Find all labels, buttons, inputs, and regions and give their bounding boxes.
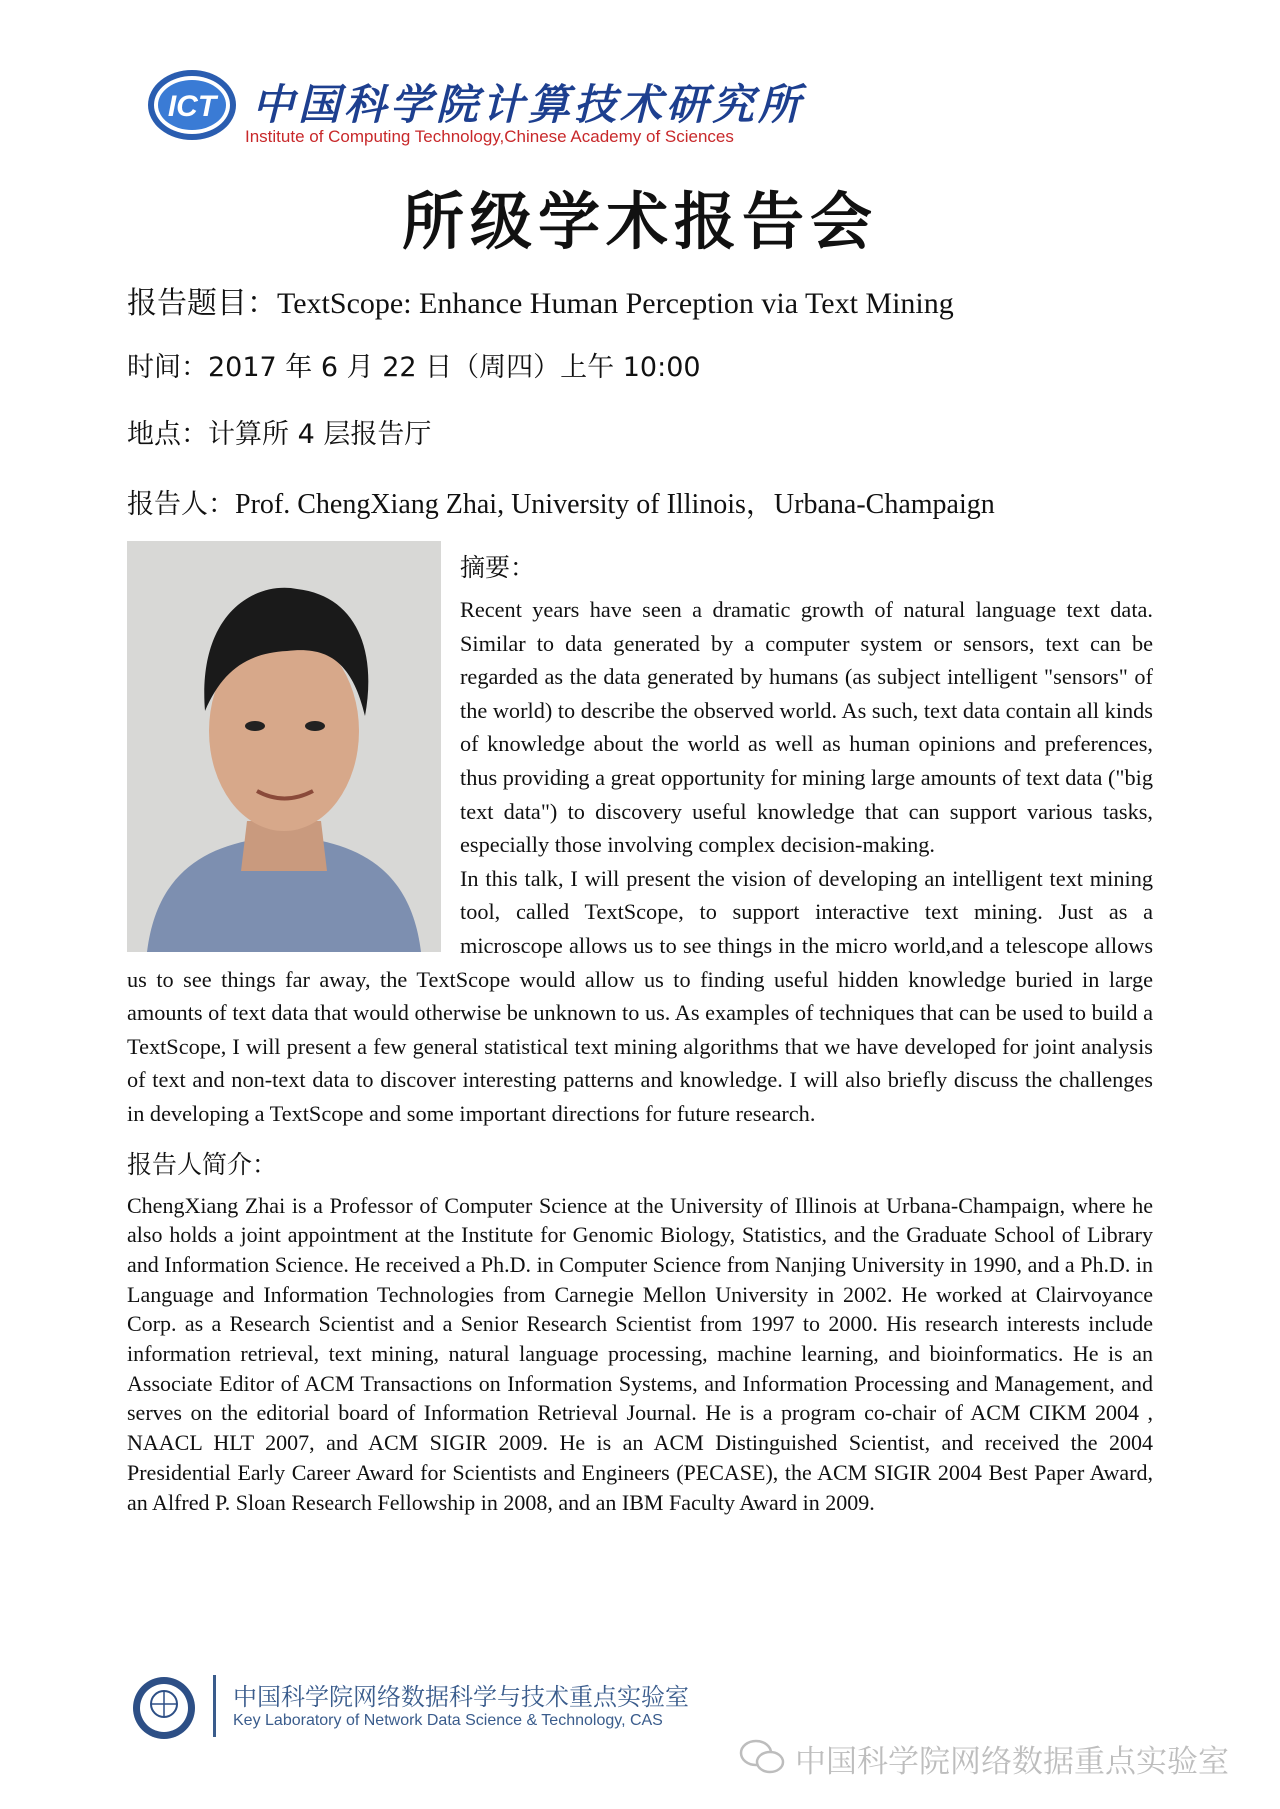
topic-value: TextScope: Enhance Human Perception via Text Mining	[277, 287, 954, 320]
abstract-heading: 摘要：	[460, 553, 536, 582]
topic-line	[127, 278, 954, 322]
place-label: 地点：	[127, 419, 208, 450]
lab-name-en: Key Laboratory of Network Data Science & Technology, CAS	[233, 1712, 663, 1729]
time-value: 2017 年 6 月 22 日（周四）上午 10:00	[208, 352, 701, 383]
divider	[213, 1675, 216, 1737]
abstract-paragraph-1: Recent years have seen a dramatic growth of natural language text data. Similar to data generated by a computer system or sensors, text can be regarded as the data generated by humans (as subject intelligent "sensors" of the world) to describe the observed world. As such, text data contain all kinds of knowledge about the world as well as human opinions and preferences, thus providing a great opportunity for mining large amounts of text data ("big text data") to discovery useful knowledge that can support various tasks, especially those involving complex decision-making.	[460, 597, 1153, 858]
speaker-label: 报告人：	[127, 489, 235, 520]
bio-text: ChengXiang Zhai is a Professor of Computer Science at the University of Illinois at Urbana-Champaign, where he also holds a joint appointment at the Institute for Genomic Biology, Statistics, and the Graduate School of Library and Information Science. He received a Ph.D. in Computer Science from Nanjing University in 1990, and a Ph.D. in Language and Information Technologies from Carnegie Mellon University in 2002. He worked at Clairvoyance Corp. as a Research Scientist and a Senior Research Scientist from 1997 to 2000. His research interests include information retrieval, text mining, natural language processing, machine learning, and bioinformatics. He is an Associate Editor of ACM Transactions on Information Systems, and Information Processing and Management, and serves on the editorial board of Information Retrieval Journal. He is a program co-chair of ACM CIKM 2004 , NAACL HLT 2007, and ACM SIGIR 2009. He is an ACM Distinguished Scientist, and received the 2004 Presidential Early Career Award for Scientists and Engineers (PECASE), the ACM SIGIR 2004 Best Paper Award, an Alfred P. Sloan Research Fellowship in 2008, and an IBM Faculty Award in 2009.	[127, 1192, 1153, 1515]
institute-name-cn: 中国科学院计算技术研究所	[252, 80, 805, 129]
topic-label: 报告题目：	[127, 286, 277, 321]
place-line	[127, 412, 431, 451]
lab-name-cn: 中国科学院网络数据科学与技术重点实验室	[233, 1683, 689, 1711]
bio-heading: 报告人简介：	[127, 1149, 278, 1179]
watermark-text: 中国科学院网络数据重点实验室	[795, 1744, 1229, 1780]
institute-name-en: Institute of Computing Technology,Chinese Academy of Sciences	[245, 127, 734, 146]
abstract-paragraph-2: In this talk, I will present the vision of developing an intelligent text mining tool, called TextScope, to support interactive text mining. Just as a microscope allows us to see things in the micro world,and a telescope allows us to see things far away, the TextScope would allow us to finding useful hidden knowledge buried in large amounts of text data that would otherwise be unknown to us. As examples of techniques that can be used to build a TextScope, I will present a few general statistical text mining algorithms that we have developed for joint analysis of text and non-text data to discover interesting patterns and knowledge. I will also briefly discuss the challenges in developing a TextScope and some important directions for future research.	[127, 865, 1153, 1126]
wechat-icon	[738, 1738, 788, 1776]
time-label: 时间：	[127, 352, 208, 383]
speaker-value: Prof. ChengXiang Zhai, University of Illinois，Urbana-Champaign	[235, 489, 995, 520]
svg-text:ICT: ICT	[167, 90, 217, 123]
time-line	[127, 345, 701, 384]
ict-logo	[146, 68, 238, 142]
place-value: 计算所 4 层报告厅	[208, 419, 432, 450]
speaker-photo	[127, 541, 441, 952]
lab-seal-logo	[132, 1676, 196, 1740]
page-title: 所级学术报告会	[401, 185, 878, 258]
speaker-line	[127, 482, 995, 522]
main-content	[127, 541, 1153, 1517]
